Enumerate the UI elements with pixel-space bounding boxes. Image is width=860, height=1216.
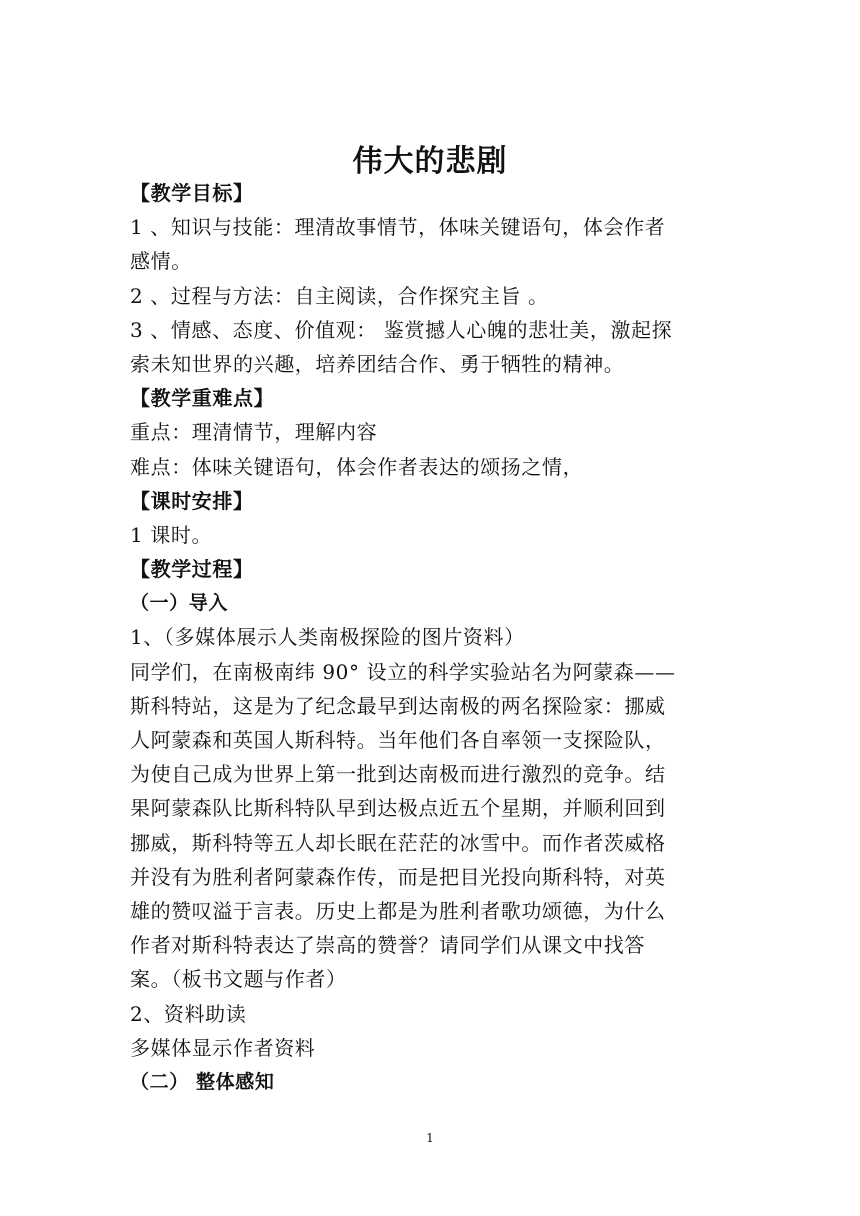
body-line: 同学们，在南极南纬 90° 设立的科学实验站名为阿蒙森—— bbox=[130, 659, 676, 684]
body-line: 索未知世界的兴趣，培养团结合作、勇于牺牲的精神。 bbox=[130, 351, 625, 376]
section-heading: 【课时安排】 bbox=[130, 488, 254, 513]
body-line: 斯科特站，这是为了纪念最早到达南极的两名探险家：挪威 bbox=[130, 693, 666, 718]
body-line: 2、资料助读 bbox=[130, 1001, 247, 1026]
body-line: 为使自己成为世界上第一批到达南极而进行激烈的竞争。结 bbox=[130, 762, 666, 787]
body-line: 案。（板书文题与作者） bbox=[130, 967, 347, 992]
body-line: 3 、情感、态度、价值观： 鉴赏撼人心魄的悲壮美，激起探 bbox=[130, 317, 673, 342]
body-line: 1、（多媒体展示人类南极探险的图片资料） bbox=[130, 625, 525, 650]
body-line: 2 、过程与方法：自主阅读，合作探究主旨 。 bbox=[130, 283, 549, 308]
subsection-heading: （一）导入 bbox=[130, 592, 229, 615]
body-line: 挪威，斯科特等五人却长眠在茫茫的冰雪中。而作者茨威格 bbox=[130, 830, 666, 855]
body-line: 多媒体显示作者资料 bbox=[130, 1035, 316, 1060]
body-line: 重点：理清情节，理解内容 bbox=[130, 420, 378, 445]
body-line: 雄的赞叹溢于言表。历史上都是为胜利者歌功颂德，为什么 bbox=[130, 898, 666, 923]
body-line: 作者对斯科特表达了崇高的赞誉？请同学们从课文中找答 bbox=[130, 933, 645, 958]
body-line: 并没有为胜利者阿蒙森作传，而是把目光投向斯科特，对英 bbox=[130, 864, 666, 889]
body-line: 1 课时。 bbox=[130, 522, 213, 547]
subsection-heading: （二） 整体感知 bbox=[130, 1070, 275, 1093]
page-title: 伟大的悲剧 bbox=[352, 144, 508, 179]
body-line: 感情。 bbox=[130, 249, 192, 274]
body-line: 1 、知识与技能：理清故事情节，体味关键语句，体会作者 bbox=[130, 215, 666, 240]
body-line: 人阿蒙森和英国人斯科特。当年他们各自率领一支探险队， bbox=[130, 728, 666, 752]
section-heading: 【教学目标】 bbox=[130, 181, 254, 205]
document-body bbox=[130, 176, 710, 1099]
section-heading: 【教学重难点】 bbox=[130, 386, 275, 411]
body-line: 果阿蒙森队比斯科特队早到达极点近五个星期，并顺利回到 bbox=[130, 796, 666, 821]
section-heading: 【教学过程】 bbox=[130, 557, 254, 582]
body-line: 难点：体味关键语句，体会作者表达的颂扬之情， bbox=[130, 454, 584, 479]
page-number: 1 bbox=[426, 1131, 434, 1145]
